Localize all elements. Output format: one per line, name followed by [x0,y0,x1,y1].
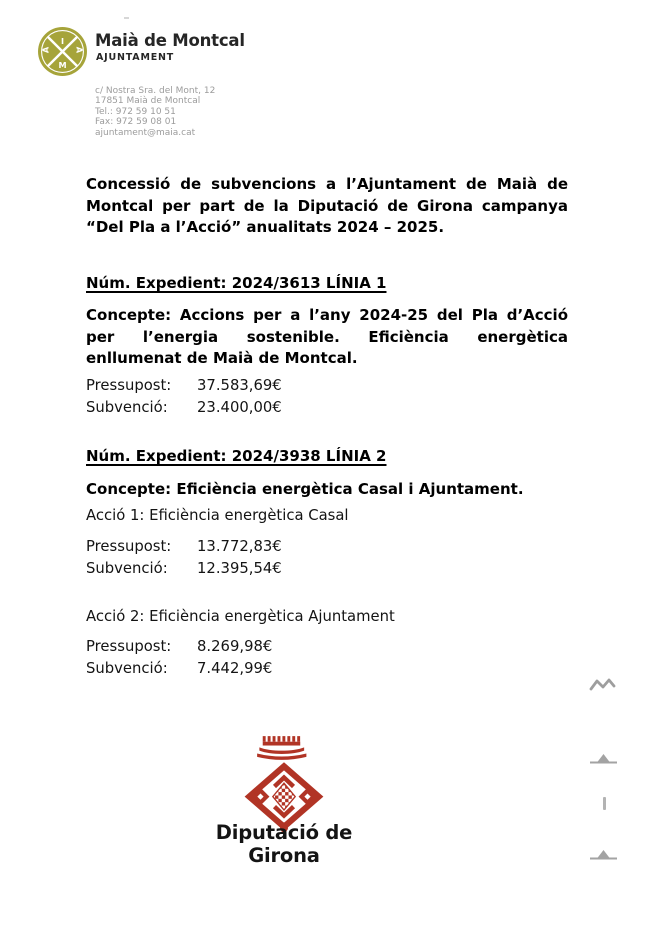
amount-label: Pressupost: [86,638,172,655]
contact-block [95,86,215,138]
amount-value: 23.400,00€ [197,399,282,417]
double-chevron-icon[interactable] [589,677,616,693]
concept-paragraph-linia1 [86,305,568,370]
amounts-linia1 [86,375,568,419]
contact-address-line1: c/ Nostra Sra. del Mont, 12 [95,86,216,96]
amount-row [86,397,568,419]
amount-row [86,558,568,580]
action2-title: Acció 2: Eficiència energètica Ajuntament [86,608,395,625]
amounts-action2 [86,636,568,680]
amount-row [86,375,568,397]
contact-tel: Tel.: 972 59 10 51 [95,106,176,117]
expedient-heading-linia1: Núm. Expedient: 2024/3613 LÍNIA 1 [86,274,387,292]
concept-line: enllumenat de Maià de Montcal. [86,349,358,368]
concept-line: per l’energia sostenible. Eficiència energètica [86,327,568,346]
action1-title: Acció 1: Eficiència energètica Casal [86,507,349,524]
title-line: Montcal per part de la Diputació de Girona campanya [86,196,568,215]
amount-row [86,658,568,680]
amount-value: 13.772,83€ [197,538,282,555]
title-line: Concessió de subvencions a l’Ajuntament de Maià de [86,175,568,193]
concept-paragraph-linia2: Concepte: Eficiència energètica Casal i Ajuntament. [86,480,524,498]
amount-label: Subvenció: [86,560,168,578]
amount-value: 12.395,54€ [197,560,282,578]
svg-text:M: M [58,59,67,70]
svg-text:A: A [40,46,51,54]
title-line: “Del Pla a l’Acció” anualitats 2024 – 2025. [86,218,445,237]
scrollbar-thumb[interactable] [603,797,606,810]
amount-label: Pressupost: [86,538,172,555]
amount-row [86,636,568,658]
amount-label: Subvenció: [86,660,168,678]
contact-email: ajuntament@maia.cat [95,127,196,138]
chevron-up-icon[interactable] [589,750,618,763]
maia-de-montcal-emblem-icon [37,26,88,77]
svg-text:I: I [60,35,65,46]
scan-smudge [124,17,129,19]
contact-fax: Fax: 972 59 08 01 [95,117,177,128]
document-title [86,174,568,239]
footer-logo-text: Diputació de Girona [215,821,353,867]
org-name: Maià de Montcal [95,31,245,50]
contact-address-line2: 17851 Maià de Montcal [95,96,201,107]
org-type-label: AJUNTAMENT [96,52,175,63]
amount-label: Subvenció: [86,399,168,417]
amount-value: 7.442,99€ [197,660,273,678]
chevron-up-icon[interactable] [589,846,618,859]
amount-label: Pressupost: [86,377,172,394]
amount-value: 37.583,69€ [197,377,282,394]
expedient-heading-linia2: Núm. Expedient: 2024/3938 LÍNIA 2 [86,447,387,465]
amounts-action1 [86,536,568,580]
concept-line: Concepte: Accions per a l’any 2024-25 del Pla d’Acció [86,306,568,324]
amount-row [86,536,568,558]
svg-text:A: A [74,46,85,54]
amount-value: 8.269,98€ [197,638,273,655]
